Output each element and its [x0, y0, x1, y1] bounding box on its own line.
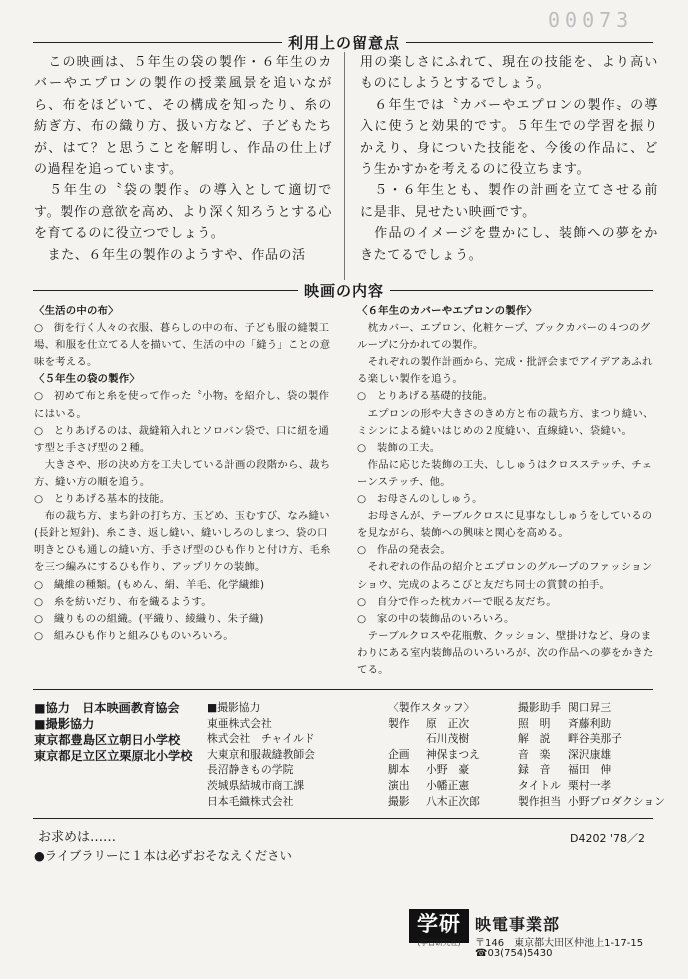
content-line: 布の裁ち方、まち針の打ち方、玉どめ、玉むすび、なみ縫い(長針と短針)、糸こき、返し縫い、縫いしろのしまつ、袋の口明きとひも通しの縫い方、手さげ型のひも作りと付け方、毛糸を三つ編みにするひも作り、アップリケの装飾。 — [34, 510, 331, 574]
staff-row: 録 音 福田 伸 — [518, 763, 612, 777]
content-line: ○ 装飾の工夫。 — [357, 441, 441, 454]
credit-line: 東京都足立区立栗原北小学校 — [34, 749, 193, 763]
content-line: それぞれの作品の紹介とエプロンのグループのファッションショウ、完成のよろこびと友だち同士の賞賛の拍手。 — [357, 561, 653, 591]
content-line: ○ 繊維の種類。(もめん、絹、羊毛、化学繊維) — [34, 578, 265, 591]
paragraph: 用の楽しさにふれて、現在の技能を、より高いものにしようとするでしょう。 — [360, 55, 658, 92]
section1-right-column — [360, 52, 658, 266]
staff-row: 企画 神保まつえ — [388, 747, 480, 761]
content-line: ○ とりあげる基礎的技能。 — [357, 390, 494, 403]
paragraph: ５年生の〝袋の製作〟の導入として適切です。製作の意欲を高め、より深く知ろうとする心を育てるのに役立つでしょう。 — [34, 183, 332, 242]
content-line: ○ 作品の発表会。 — [357, 544, 451, 557]
credit-line: ■撮影協力 — [34, 717, 95, 731]
section-divider-vertical — [344, 52, 345, 280]
content-line: ○ お母さんのししゅう。 — [357, 493, 483, 506]
staff-row: 解 説 畔谷美那子 — [518, 732, 622, 746]
staff-row: 撮影 八木正次郎 — [388, 794, 480, 808]
order-top-rule — [33, 818, 653, 819]
content-line: エプロンの形や大きさのきめ方と布の裁ち方、まつり縫い、ミシンによる縫いはじめの２度縫い、直線縫い、袋縫い。 — [357, 407, 654, 437]
credits-staff — [388, 700, 508, 809]
publisher-logo-sub: (学習研究社) — [417, 938, 461, 947]
credit-line: ■協力 日本映画教育協会 — [34, 701, 180, 715]
paragraph: 作品のイメージを豊かにし、装飾への夢をかきたてるでしょう。 — [360, 226, 658, 263]
content-line: 〈５年生の袋の製作〉 — [34, 373, 140, 386]
credits-staff-2 — [518, 700, 668, 809]
content-line: 大きさや、形の決め方を工夫している計画の段階から、裁ち方、縫い方の順を追う。 — [34, 458, 331, 488]
staff-row: 脚本 小野 豪 — [388, 763, 470, 777]
content-line: ○ 自分で作った枕カバーで眠る友だち。 — [357, 595, 557, 608]
content-line: 枕カバー、エプロン、化粧ケープ、ブックカバーの４つのグループに分かれての製作。 — [357, 322, 651, 352]
staff-row: 演出 小幡正憲 — [388, 778, 470, 792]
credit-line: 東京都豊島区立朝日小学校 — [34, 733, 181, 747]
archive-stamp: 00073 — [548, 8, 634, 32]
content-line: ○ 家の中の装飾品のいろいろ。 — [357, 612, 515, 625]
credit-line: 東亜株式会社 — [207, 716, 272, 730]
content-line: ○ とりあげるのは、裁縫箱入れとソロバン袋で、口に紐を通す型と手さげ型の２種。 — [34, 424, 330, 454]
paragraph: ６年生では〝カバーやエプロンの製作〟の導入に使うと効果的です。５年生での学習を振りかえり、身についた技能を、今後の作品に、どう生かすかを考えるのに役立ちます。 — [360, 97, 658, 178]
credit-line: 株式会社 チャイルド — [207, 732, 315, 746]
order-line: ●ライブラリーに１本は必ずおそなえください — [34, 848, 292, 863]
credit-line: 日本毛織株式会社 — [207, 794, 294, 808]
publisher-address: 〒146 東京都大田区仲池上1-17-15 — [475, 938, 644, 949]
section2-title: 映画の内容 — [0, 280, 688, 301]
staff-row: 製作担当 小野プロダクション — [518, 794, 665, 808]
credit-line: 大東京和服裁縫教師会 — [207, 747, 315, 761]
section1-left-column — [34, 52, 332, 266]
staff-row: 製作 原 正次 — [388, 716, 470, 730]
content-line: 作品に応じた装飾の工夫、ししゅうはクロスステッチ、チェーンステッチ、他。 — [357, 458, 653, 488]
credits-cooperation — [34, 700, 204, 764]
document-code: D4202 '78／2 — [570, 832, 645, 845]
staff-row: 撮影助手 関口昇三 — [518, 701, 612, 714]
content-line: テーブルクロスや花瓶敷、クッション、壁掛けなど、身のまわりにある室内装飾品のいろいろが、次の作品への夢をかきたてる。 — [357, 629, 654, 676]
paragraph: ５・６年生とも、製作の計画を立てさせる前に是非、見せたい映画です。 — [360, 183, 658, 220]
section1-title: 利用上の留意点 — [0, 32, 688, 53]
staff-row: 照 明 斉藤利助 — [518, 716, 612, 730]
content-line: 〈６年生のカバーやエプロンの製作〉 — [357, 305, 538, 317]
credit-line: 長沼静きもの学院 — [207, 763, 294, 777]
content-line: ○ とりあげる基本的技能。 — [34, 493, 171, 506]
content-line: ○ 織りものの組織。(平織り、綾織り、朱子織) — [34, 612, 264, 625]
section2-right-column — [357, 303, 657, 679]
credit-line: 茨城県結城市商工課 — [207, 778, 305, 792]
content-line: ○ 初めて布と糸を使って作った〝小物〟を紹介し、袋の製作にはいる。 — [34, 390, 330, 420]
content-line: 〈生活の中の布〉 — [34, 305, 119, 317]
publisher-tel: ☎03(754)5430 — [475, 948, 553, 959]
paragraph: また、６年生の製作のようすや、作品の活 — [34, 247, 306, 263]
publisher-logo: 学研 — [409, 909, 469, 943]
credit-head: 〈製作スタッフ〉 — [388, 701, 475, 714]
credits-filming-support — [207, 700, 372, 809]
content-line: それぞれの製作計画から、完成・批評会までアイデアあふれる楽しい製作を追う。 — [357, 356, 653, 386]
content-line: ○ 街を行く人々の衣服、暮らしの中の布、子ども服の縫製工場、和服を仕立てる人を描いて、生活の中の「縫う」ことの意味を考える。 — [34, 322, 331, 369]
staff-row: 音 楽 深沢康雄 — [518, 747, 612, 761]
order-title: お求めは…… — [38, 830, 117, 845]
publisher-name: 映電事業部 — [475, 915, 561, 934]
content-line: ○ 糸を紡いだり、布を織るようす。 — [34, 595, 212, 608]
section2-left-column — [34, 303, 334, 645]
paragraph: この映画は、５年生の袋の製作・６年生のカバーやエプロンの製作の授業風景を追いながら、布をほどいて、その構成を知ったり、糸の紡ぎ方、布の織り方、扱い方など、子どもたちが、はて？と思うことを解明し、作品の仕上げの過程を追っています。 — [34, 55, 332, 178]
credit-head: ■撮影協力 — [207, 701, 261, 714]
content-line: お母さんが、テーブルクロスに見事なししゅうをしているのを見ながら、装飾への興味と関心を高める。 — [357, 510, 653, 540]
staff-row: 石川茂樹 — [426, 732, 470, 746]
content-line: ○ 組みひも作りと組みひものいろいろ。 — [34, 629, 234, 642]
credits-top-rule — [33, 689, 653, 690]
staff-row: タイトル 栗村一孝 — [518, 778, 612, 792]
